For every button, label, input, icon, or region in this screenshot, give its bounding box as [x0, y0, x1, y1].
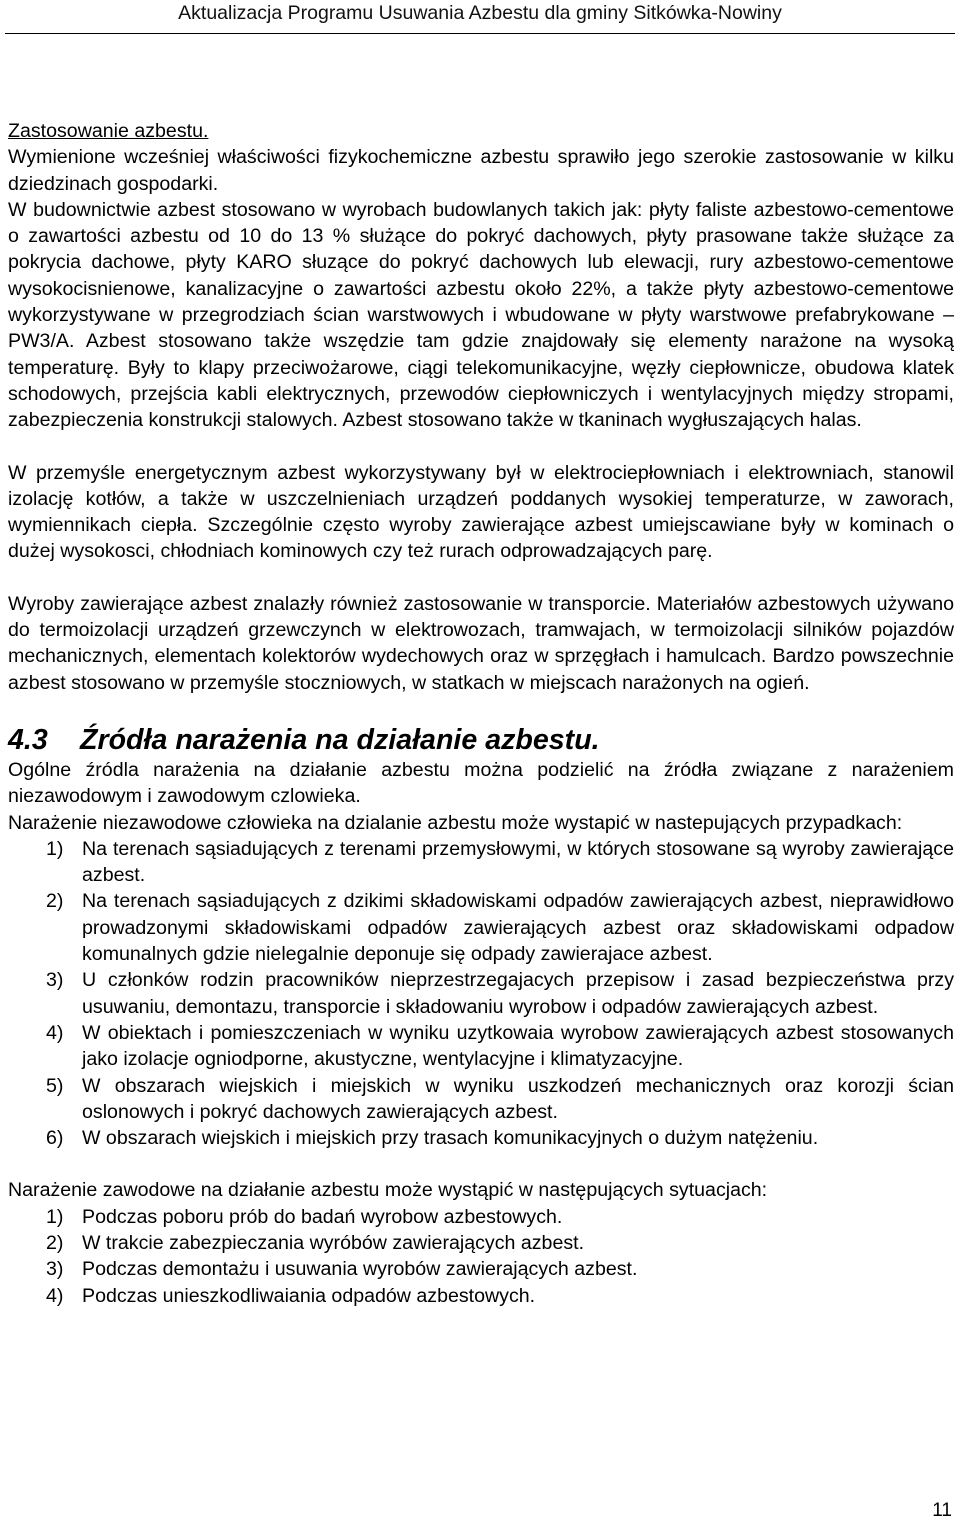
heading-number: 4.3	[8, 723, 48, 756]
list-marker: 3)	[46, 1258, 64, 1281]
list-marker: 4)	[46, 1021, 64, 1044]
list-marker: 1)	[46, 1205, 64, 1228]
heading-4-3	[8, 723, 954, 757]
list-item	[8, 888, 954, 967]
list-item	[8, 1073, 954, 1126]
list-item-text: W obiektach i pomieszczeniach w wyniku uzytkowaia wyrobow zawierających azbest stosowanych jako izolacje ogniodporne, akustyczne, wentylacyjne i klimatyzacyjne.	[82, 1021, 954, 1071]
list-marker: 1)	[46, 837, 64, 860]
occupational-list	[8, 1204, 954, 1309]
list-item	[8, 1125, 954, 1151]
running-header-title: Aktualizacja Programu Usuwania Azbestu dla gminy Sitkówka-Nowiny	[178, 2, 782, 24]
paragraph-transport: Wyroby zawierające azbest znalazły również zastosowanie w transporcie. Materiałów azbestowych używano do termoizolacji urządzeń grzewczynch w elektrowozach, tramwajach, w termoizolacji silników pojazdów mechanicznych, elementach kolektorów wydechowych oraz w sprzęgłach i hamulcach. Bardzo powszechnie azbest stosowano w przemyśle stoczniowych, w statkach w miejscach narażonych na ogień.	[8, 592, 954, 694]
list-marker: 3)	[46, 969, 64, 992]
list-marker: 5)	[46, 1074, 64, 1097]
section-heading: Zastosowanie azbestu.	[8, 120, 209, 142]
list-item	[8, 1283, 954, 1309]
list-item	[8, 1204, 954, 1230]
heading-title: Źródła narażenia na działanie azbestu.	[80, 723, 600, 756]
paragraph-non-occupational-lead: Narażenie niezawodowe człowieka na dzialanie azbestu może wystapić w nastepujących przypadkach:	[8, 811, 903, 834]
list-item-text: Podczas poboru prób do badań wyrobow azbestowych.	[82, 1205, 563, 1228]
page-number: 11	[932, 1500, 952, 1521]
list-item-text: W obszarach wiejskich i miejskich w wyniku uszkodzeń mechanicznych oraz korozji ścian oslonowych i pokryć dachowych zawierających azbest.	[82, 1074, 954, 1123]
list-item-text: Podczas demontażu i usuwania wyrobów zawierających azbest.	[82, 1258, 638, 1281]
running-header	[0, 0, 960, 34]
list-item-text: W obszarach wiejskich i miejskich przy trasach komunikacyjnych o dużym natężeniu.	[82, 1127, 819, 1150]
list-item	[8, 1256, 954, 1282]
list-marker: 2)	[46, 890, 64, 913]
list-item-text: U członków rodzin pracowników nieprzestrzegajacych przepisow i zasad bezpieczeństwa przy usuwaniu, demontazu, transporcie i składowaniu wyrobow i odpadów zawierających azbest.	[82, 969, 954, 1018]
list-item-text: W trakcie zabezpieczania wyróbów zawierających azbest.	[82, 1231, 585, 1254]
header-rule	[5, 33, 955, 34]
paragraph-sources-intro: Ogólne źródla narażenia na działanie azbestu można podzielić na źródła związane z narażeniem niezawodowym i zawodowym czlowieka.	[8, 758, 954, 808]
list-item	[8, 836, 954, 889]
paragraph-occupational-lead: Narażenie zawodowe na działanie azbestu może wystąpić w następujących sytuacjach:	[8, 1179, 768, 1202]
list-item-text: Na terenach sąsiadujących z terenami przemysłowymi, w których stosowane są wyroby zawierające azbest.	[82, 837, 954, 887]
list-item	[8, 967, 954, 1020]
paragraph-construction: W budownictwie azbest stosowano w wyrobach budowlanych takich jak: płyty faliste azbestowo-cementowe o zawartości azbestu od 10 do 13 % służące do pokryć dachowych, płyty prasowane także służące za pokrycia dachowe, płyty KARO słuzące do pokryć dachowych lub elewacji, rury azbestowo-cementowe wysokocisnienowe, kanalizacyjne o zawartości azbestu około 22%, a także płyty azbestowo-cementowe wykorzystywane w przegrodziach ścian warstwowych i wbudowane w płyty warstwowe prefabrykowane – PW3/A. Azbest stosowano także wszędzie tam gdzie znajdowały się elementy narażone na wysoką temperaturę. Były to klapy przeciwożarowe, ciągi telekomunikacyjne, węzły ciepłownicze, obudowa klatek schodowych, przejścia kabli elektrycznych, przewodów ciepłowniczych i wentylacyjnych między stropami, zabezpieczenia konstrukcji stalowych. Azbest stosowano także w tkaninach wygłuszających halas.	[8, 198, 954, 432]
list-marker: 4)	[46, 1284, 64, 1307]
list-item	[8, 1020, 954, 1073]
list-item-text: Na terenach sąsiadujących z dzikimi składowiskami odpadów zawierających azbest, nieprawidłowo prowadzonymi składowiskami odpadów zawierających azbest oraz składowiskami odpadow komunalnych gdzie nielegalnie deponuje się odpady zawierajace azbest.	[82, 890, 954, 966]
list-marker: 2)	[46, 1231, 64, 1254]
paragraph-energy: W przemyśle energetycznym azbest wykorzystywany był w elektrociepłowniach i elektrowniach, stanowil izolację kotłów, a także w uszczelnieniach urządzeń poddanych wysokiej temperaturze, w zaworach, wymiennikach ciepła. Szczególnie często wyroby zawierające azbest umiejscawiane były w kominach o dużej wysokosci, chłodniach kominowych czy też rurach odprowadzających parę.	[8, 461, 954, 563]
list-marker: 6)	[46, 1127, 64, 1150]
non-occupational-list	[8, 836, 954, 1152]
document-body	[8, 118, 954, 1309]
paragraph-intro: Wymienione wcześniej właściwości fizykochemiczne azbestu sprawiło jego szerokie zastosowanie w kilku dziedzinach gospodarki.	[8, 146, 954, 195]
list-item-text: Podczas unieszkodliwaiania odpadów azbestowych.	[82, 1284, 536, 1307]
list-item	[8, 1230, 954, 1256]
